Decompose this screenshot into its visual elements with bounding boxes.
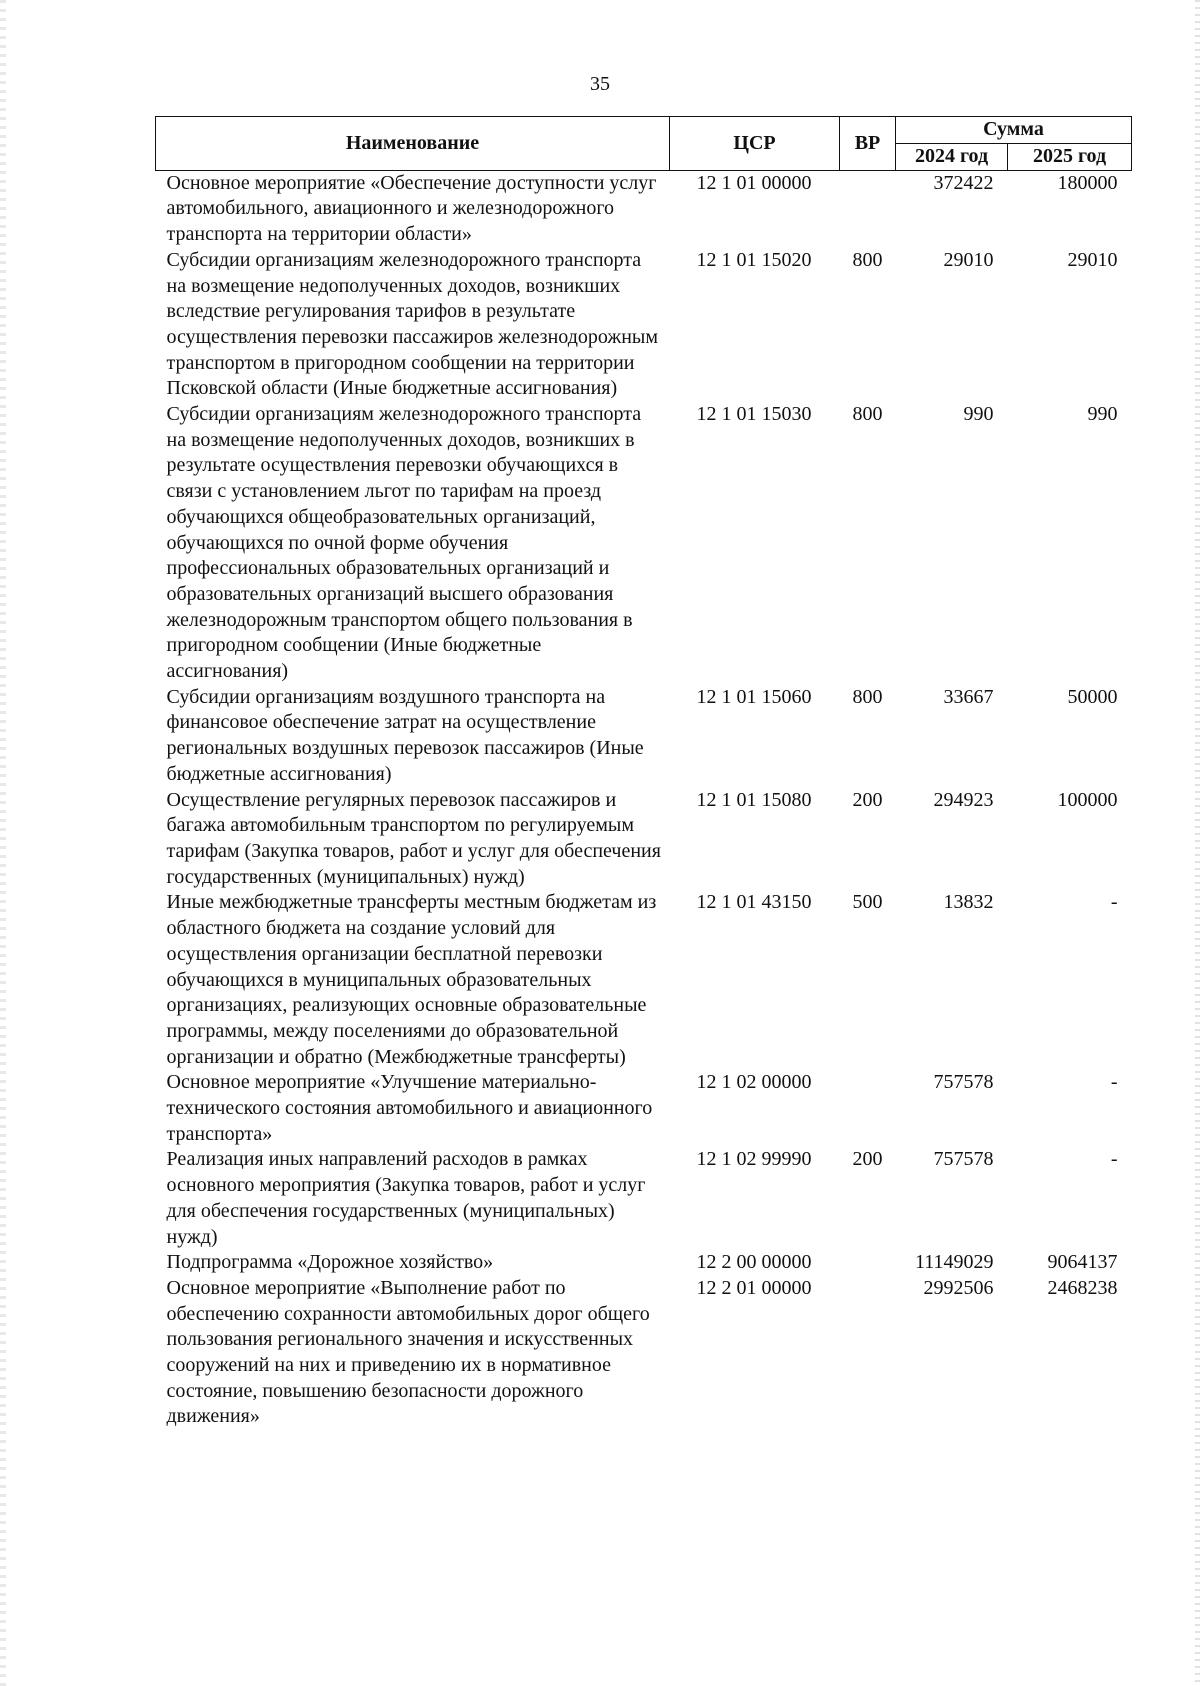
table-row [156, 1070, 1132, 1147]
row-csr: 12 2 01 00000 [696, 1276, 812, 1299]
row-vr: 800 [852, 403, 883, 426]
row-name: Основное мероприятие «Выполнение работ по обеспечению сохранности автомобильных дорог общего пользования регионального значения и искусственных сооружений на них и приведению их в нормативное состояние, повышению безопасности дорожного движения» [166, 1276, 650, 1428]
row-vr: 800 [852, 685, 883, 708]
row-csr: 12 1 01 15060 [696, 685, 812, 708]
row-sum-2024: 13832 [943, 891, 994, 914]
table-row [156, 1147, 1132, 1250]
row-csr: 12 1 01 15080 [696, 788, 812, 811]
budget-table [155, 116, 1132, 1430]
table-row [156, 402, 1132, 685]
row-csr: 12 2 00 00000 [696, 1251, 812, 1274]
budget-table-container [155, 116, 1131, 1430]
row-vr [840, 1276, 896, 1430]
row-csr: 12 1 02 99990 [696, 1148, 812, 1171]
row-sum-2025: 2468238 [1047, 1276, 1118, 1299]
row-vr: 800 [852, 248, 883, 271]
row-vr [840, 1070, 896, 1147]
table-row [156, 248, 1132, 402]
header-year-2025: 2025 год [1008, 144, 1132, 171]
header-year-2024: 2024 год [896, 144, 1008, 171]
row-sum-2025: 9064137 [1047, 1251, 1118, 1274]
header-csr: ЦСР [670, 117, 840, 171]
row-vr: 200 [852, 1148, 883, 1171]
row-sum-2024: 11149029 [914, 1251, 994, 1274]
row-sum-2025: 990 [1087, 403, 1118, 426]
row-csr: 12 1 01 00000 [696, 171, 812, 194]
row-name: Субсидии организациям железнодорожного транспорта на возмещение недополученных доходов, возникших в результате осуществления перевозки обучающихся в связи с установлением льгот по тарифам на проезд обучающихся общеобразовательных организаций, обучающихся по очной форме обучения профессиональных образовательных организаций и образовательных организаций высшего образования железнодорожным транспортом общего пользования в пригородном сообщении (Иные бюджетные ассигнования) [166, 403, 642, 683]
row-sum-2024: 757578 [933, 1071, 994, 1094]
row-name: Подпрограмма «Дорожное хозяйство» [166, 1251, 494, 1274]
table-row [156, 685, 1132, 788]
row-csr: 12 1 01 15030 [696, 403, 812, 426]
table-row [156, 170, 1132, 248]
header-sum: Сумма [896, 117, 1132, 144]
row-sum-2025: 50000 [1067, 685, 1118, 708]
table-row [156, 890, 1132, 1070]
row-csr: 12 1 02 00000 [696, 1071, 812, 1094]
row-name: Субсидии организациям воздушного транспорта на финансовое обеспечение затрат на осуществление региональных воздушных перевозок пассажиров (Иные бюджетные ассигнования) [166, 685, 644, 785]
row-sum-2025: - [1110, 1148, 1118, 1171]
table-row [156, 788, 1132, 891]
row-sum-2024: 990 [963, 403, 994, 426]
row-sum-2024: 372422 [933, 171, 994, 194]
row-name: Основное мероприятие «Улучшение материально-технического состояния автомобильного и авиационного транспорта» [166, 1071, 653, 1145]
row-name: Осуществление регулярных перевозок пассажиров и багажа автомобильным транспортом по регулируемым тарифам (Закупка товаров, работ и услуг для обеспечения государственных (муниципальных) нужд) [166, 788, 661, 888]
scan-edge-left [0, 0, 6, 1686]
row-sum-2024: 2992506 [923, 1276, 994, 1299]
row-csr: 12 1 01 43150 [696, 891, 812, 914]
header-vr: ВР [840, 117, 896, 171]
row-sum-2025: - [1110, 891, 1118, 914]
row-name: Основное мероприятие «Обеспечение доступности услуг автомобильного, авиационного и железнодорожного транспорта на территории области» [166, 171, 657, 246]
row-sum-2024: 294923 [933, 788, 994, 811]
row-vr: 200 [852, 788, 883, 811]
table-row [156, 1250, 1132, 1276]
row-sum-2025: 180000 [1057, 171, 1118, 194]
row-sum-2024: 757578 [933, 1148, 994, 1171]
row-vr [840, 1250, 896, 1276]
row-vr: 500 [852, 891, 883, 914]
row-sum-2025: 100000 [1057, 788, 1118, 811]
table-body [156, 170, 1132, 1430]
row-csr: 12 1 01 15020 [696, 248, 812, 271]
page-number: 35 [590, 73, 610, 95]
row-name: Реализация иных направлений расходов в рамках основного мероприятия (Закупка товаров, работ и услуг для обеспечения государственных (муниципальных) нужд) [166, 1148, 646, 1248]
table-header [156, 117, 1132, 171]
header-name: Наименование [156, 117, 670, 171]
row-sum-2025: 29010 [1067, 248, 1118, 271]
row-name: Иные межбюджетные трансферты местным бюджетам из областного бюджета на создание условий для осуществления организации бесплатной перевозки обучающихся в муниципальных образовательных организациях, реализующих основные образовательные программы, между поселениями до образовательной организации и обратно (Межбюджетные трансферты) [166, 891, 657, 1068]
table-row [156, 1276, 1132, 1430]
row-sum-2024: 33667 [943, 685, 994, 708]
scan-edge-right [1195, 0, 1200, 1686]
row-name: Субсидии организациям железнодорожного транспорта на возмещение недополученных доходов, возникших вследствие регулирования тарифов в результате осуществления перевозки пассажиров железнодорожным транспортом в пригородном сообщении на территории Псковской области (Иные бюджетные ассигнования) [166, 248, 659, 400]
row-sum-2025: - [1110, 1071, 1118, 1094]
row-sum-2024: 29010 [943, 248, 994, 271]
row-vr [840, 170, 896, 248]
